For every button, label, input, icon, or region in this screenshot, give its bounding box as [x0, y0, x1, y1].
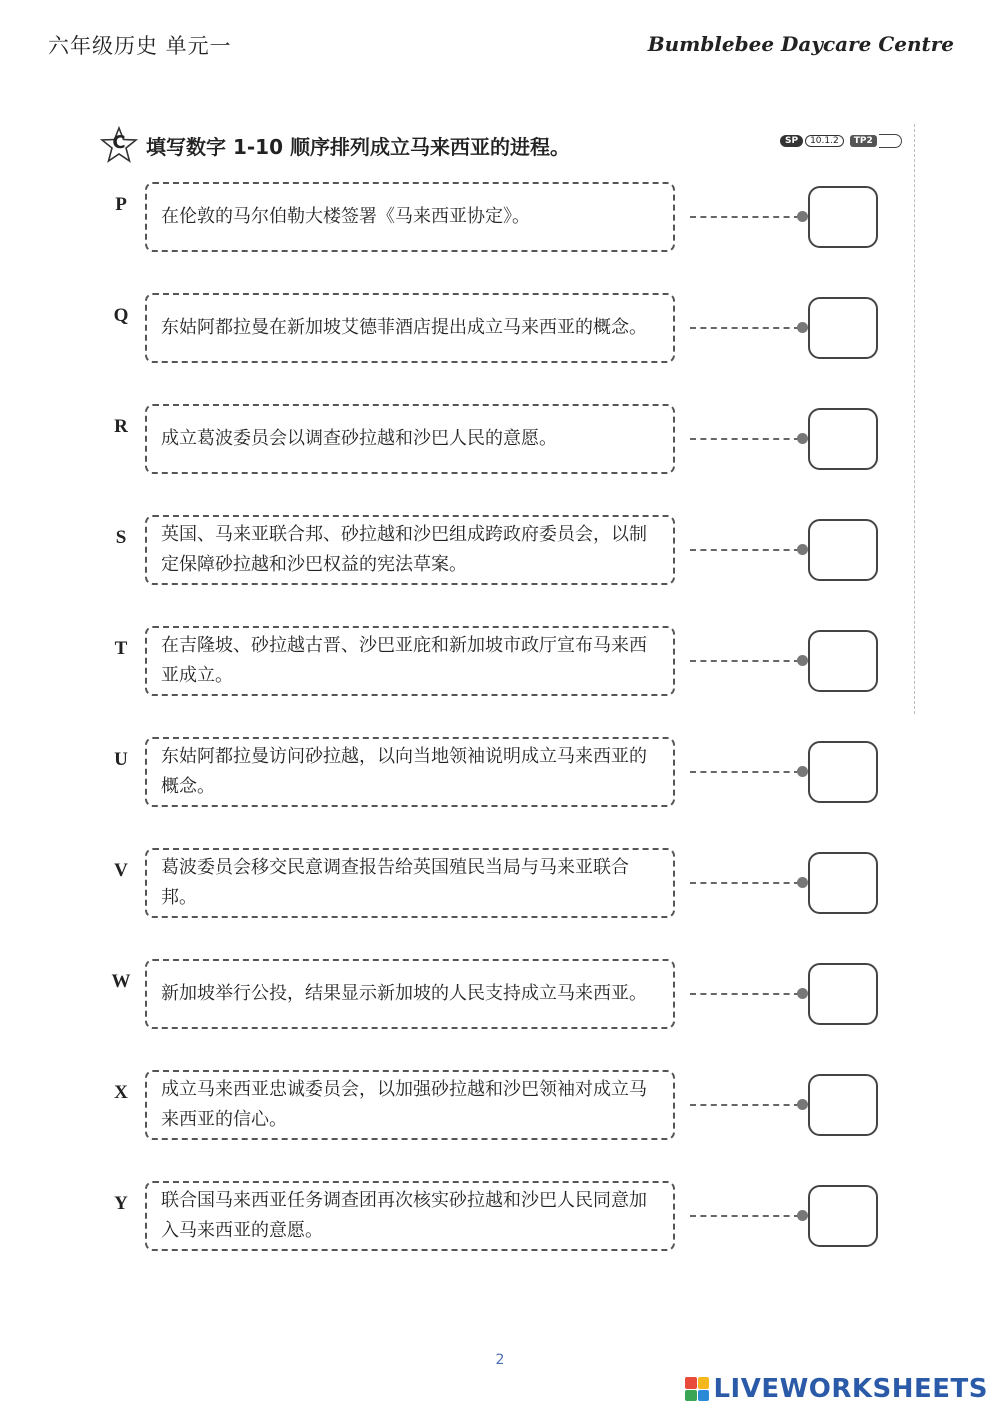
dashed-connector — [690, 993, 800, 995]
standard-tags — [780, 134, 902, 148]
connector-dot — [797, 988, 808, 999]
tag-code: 10.1.2 — [805, 135, 844, 147]
item-letter: T — [114, 638, 128, 659]
list-item — [0, 293, 1000, 377]
answer-box[interactable] — [808, 630, 878, 692]
brand-logo — [685, 1374, 988, 1404]
list-item — [0, 1070, 1000, 1154]
tag-end-shape — [879, 134, 902, 148]
item-description — [145, 848, 675, 918]
tag-tp: TP2 — [850, 135, 877, 147]
list-item — [0, 959, 1000, 1043]
item-letter: V — [114, 860, 128, 881]
list-item — [0, 515, 1000, 599]
dashed-connector — [690, 1215, 800, 1217]
item-text: 东姑阿都拉曼访问砂拉越，以向当地领袖说明成立马来西亚的概念。 — [161, 746, 647, 797]
item-text: 新加坡举行公投，结果显示新加坡的人民支持成立马来西亚。 — [161, 983, 647, 1004]
item-description — [145, 1070, 675, 1140]
list-item — [0, 1181, 1000, 1265]
item-text: 在吉隆坡、砂拉越古晋、沙巴亚庇和新加坡市政厅宣布马来西亚成立。 — [161, 635, 647, 686]
dashed-connector — [690, 549, 800, 551]
item-letter: X — [114, 1082, 128, 1103]
connector-dot — [797, 877, 808, 888]
answer-box[interactable] — [808, 963, 878, 1025]
item-description — [145, 737, 675, 807]
section-instruction: 填写数字 1-10 顺序排列成立马来西亚的进程。 — [146, 134, 570, 159]
item-text: 葛波委员会移交民意调查报告给英国殖民当局与马来亚联合邦。 — [161, 857, 629, 908]
item-description — [145, 515, 675, 585]
brand-icon — [685, 1377, 709, 1401]
header-left-title: 六年级历史 单元一 — [48, 34, 232, 58]
item-letter: Q — [113, 305, 129, 326]
connector-dot — [797, 433, 808, 444]
item-letter: R — [114, 416, 128, 437]
connector-dot — [797, 1210, 808, 1221]
tag-sp: SP — [780, 135, 803, 147]
connector-dot — [797, 544, 808, 555]
answer-box[interactable] — [808, 1185, 878, 1247]
list-item — [0, 404, 1000, 488]
connector-dot — [797, 322, 808, 333]
answer-box[interactable] — [808, 186, 878, 248]
list-item — [0, 182, 1000, 266]
item-letter: Y — [114, 1193, 128, 1214]
item-text: 英国、马来亚联合邦、砂拉越和沙巴组成跨政府委员会，以制定保障砂拉越和沙巴权益的宪法草案。 — [161, 524, 647, 575]
answer-box[interactable] — [808, 519, 878, 581]
star-badge-icon — [100, 126, 138, 164]
item-description — [145, 626, 675, 696]
dashed-connector — [690, 327, 800, 329]
item-letter: S — [115, 527, 127, 548]
item-text: 成立葛波委员会以调查砂拉越和沙巴人民的意愿。 — [161, 428, 557, 449]
item-description — [145, 182, 675, 252]
page-number: 2 — [495, 1352, 505, 1368]
answer-box[interactable] — [808, 297, 878, 359]
dashed-connector — [690, 216, 800, 218]
item-letter: U — [114, 749, 128, 770]
dashed-connector — [690, 660, 800, 662]
connector-dot — [797, 766, 808, 777]
section-heading — [100, 126, 570, 164]
brand-text: LIVEWORKSHEETS — [713, 1374, 988, 1404]
answer-box[interactable] — [808, 852, 878, 914]
item-text: 成立马来西亚忠诚委员会，以加强砂拉越和沙巴领袖对成立马来西亚的信心。 — [161, 1079, 647, 1130]
item-letter: P — [115, 194, 127, 215]
list-item — [0, 626, 1000, 710]
header-right-title: Bumblebee Daycare Centre — [647, 32, 954, 56]
list-item — [0, 737, 1000, 821]
dashed-connector — [690, 771, 800, 773]
answer-box[interactable] — [808, 408, 878, 470]
list-item — [0, 848, 1000, 932]
item-description — [145, 404, 675, 474]
item-text: 东姑阿都拉曼在新加坡艾德菲酒店提出成立马来西亚的概念。 — [161, 317, 647, 338]
dashed-connector — [690, 438, 800, 440]
connector-dot — [797, 655, 808, 666]
item-description — [145, 293, 675, 363]
answer-box[interactable] — [808, 741, 878, 803]
item-letter: W — [111, 971, 131, 992]
dashed-connector — [690, 882, 800, 884]
connector-dot — [797, 211, 808, 222]
answer-box[interactable] — [808, 1074, 878, 1136]
item-text: 联合国马来西亚任务调查团再次核实砂拉越和沙巴人民同意加入马来西亚的意愿。 — [161, 1190, 647, 1241]
dashed-connector — [690, 1104, 800, 1106]
item-text: 在伦敦的马尔伯勒大楼签署《马来西亚协定》。 — [161, 206, 530, 227]
connector-dot — [797, 1099, 808, 1110]
item-description — [145, 959, 675, 1029]
item-description — [145, 1181, 675, 1251]
section-badge-letter: C — [112, 132, 126, 153]
